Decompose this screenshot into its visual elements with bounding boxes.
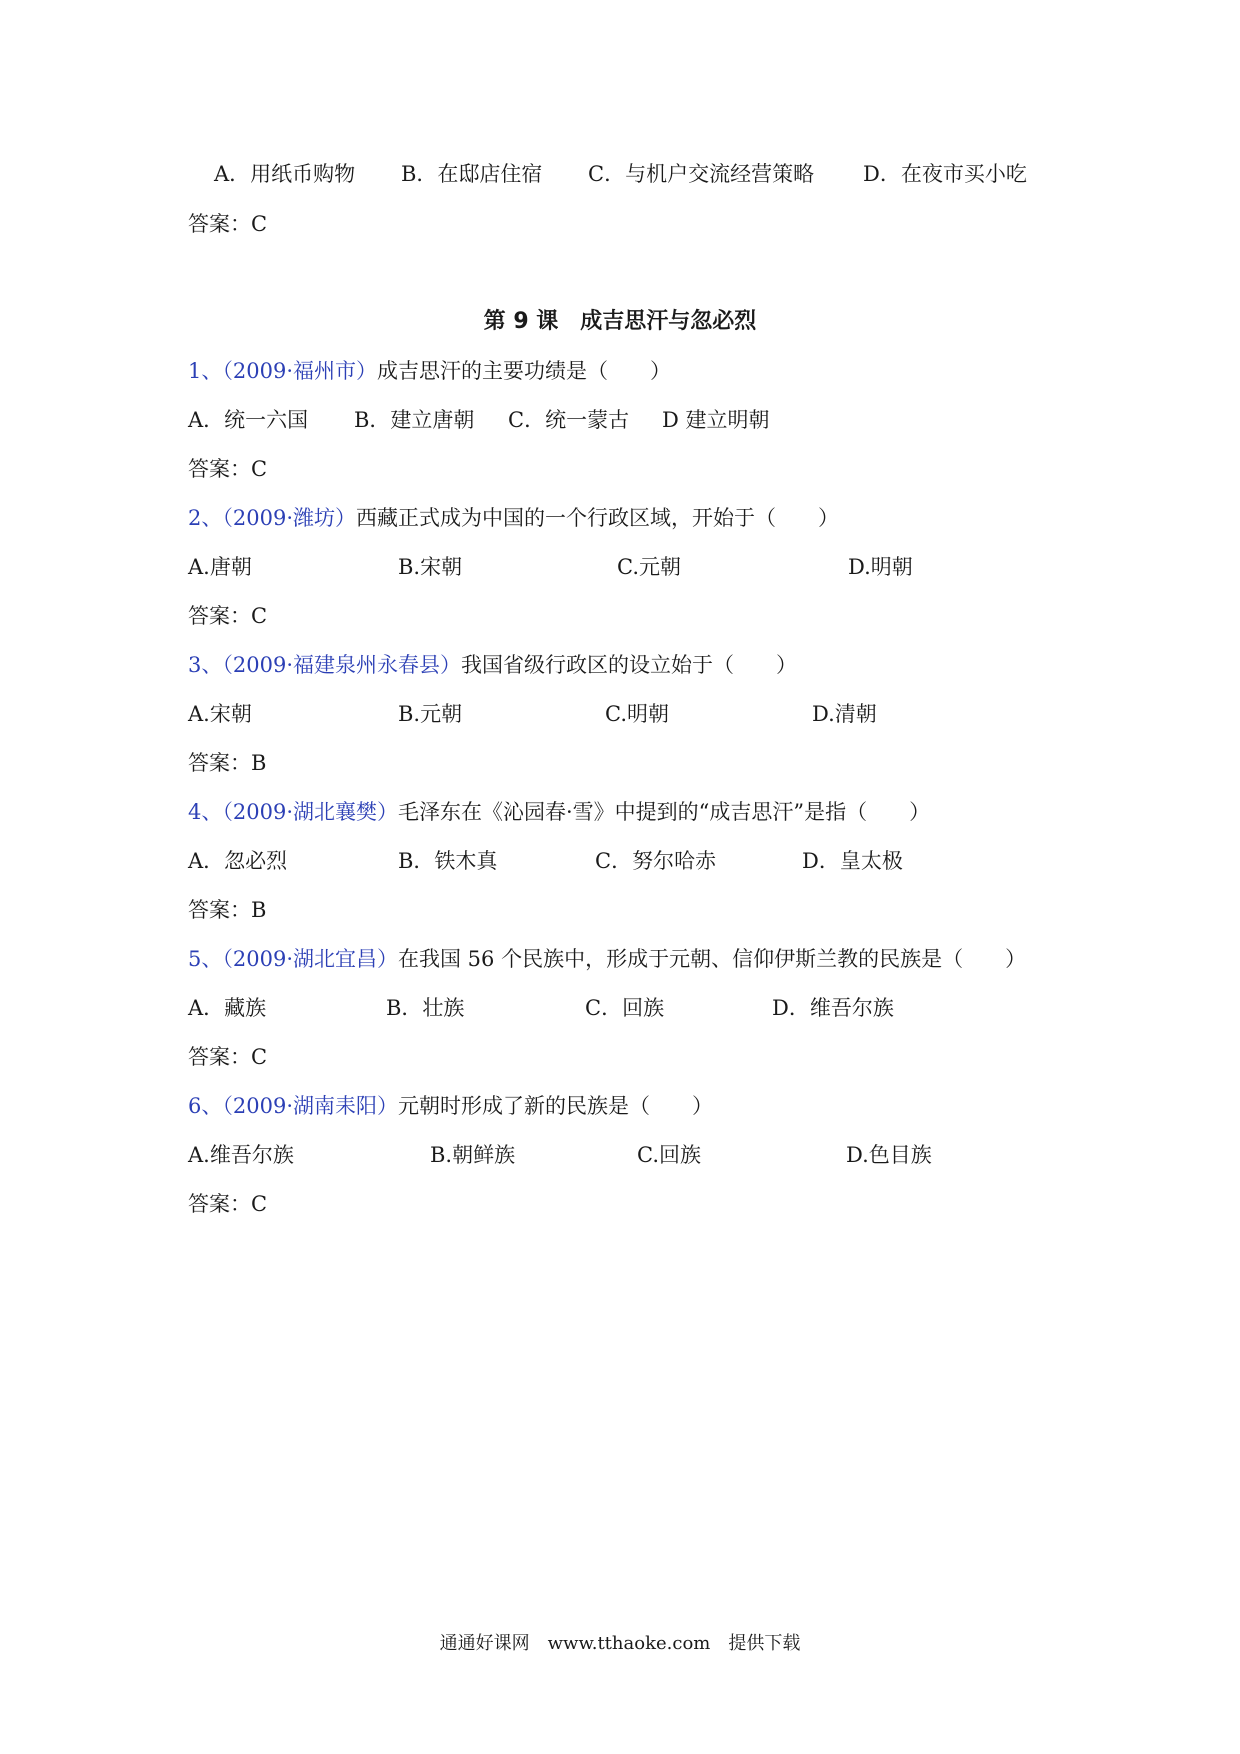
- option-d: D．皇太极: [802, 849, 903, 873]
- option-c: C．努尔哈赤: [595, 849, 717, 873]
- question-4-answer: 答案：B: [188, 898, 267, 922]
- question-text: 在我国 56 个民族中，形成于元朝、信仰伊斯兰教的民族是（ ）: [398, 947, 1027, 971]
- question-2: [188, 504, 839, 532]
- option-b: B．在邸店住宿: [401, 162, 543, 186]
- question-number: 1、: [188, 359, 223, 383]
- option-a: A．忽必烈: [188, 849, 288, 873]
- question-6: [188, 1092, 713, 1120]
- option-c: C．统一蒙古: [508, 408, 630, 432]
- option-d: D 建立明朝: [662, 408, 770, 432]
- question-text: 西藏正式成为中国的一个行政区域，开始于（ ）: [356, 506, 839, 530]
- option-b: B.朝鲜族: [430, 1143, 516, 1167]
- prev-question-answer: 答案：C: [188, 212, 268, 236]
- option-a: A．藏族: [188, 996, 267, 1020]
- question-3-answer: 答案：B: [188, 751, 267, 775]
- question-4: [188, 798, 930, 826]
- option-a: A.维吾尔族: [188, 1143, 294, 1167]
- option-d: D．维吾尔族: [772, 996, 894, 1020]
- question-source: （2009·湖南耒阳）: [222, 1094, 398, 1118]
- question-text: 我国省级行政区的设立始于（ ）: [461, 653, 797, 677]
- question-6-answer: 答案：C: [188, 1192, 268, 1216]
- question-number: 4、: [188, 800, 223, 824]
- option-d: D．在夜市买小吃: [863, 162, 1027, 186]
- option-d: D.清朝: [812, 702, 877, 726]
- question-5: [188, 945, 1026, 973]
- option-d: D.色目族: [846, 1143, 932, 1167]
- question-3: [188, 651, 797, 679]
- question-number: 3、: [188, 653, 223, 677]
- lesson-title: 第 9 课 成吉思汗与忽必烈: [483, 309, 757, 334]
- question-1-answer: 答案：C: [188, 457, 268, 481]
- option-b: B．壮族: [386, 996, 465, 1020]
- option-a: A．统一六国: [188, 408, 309, 432]
- question-source: （2009·潍坊）: [222, 506, 356, 530]
- question-source: （2009·福州市）: [222, 359, 377, 383]
- option-c: C.回族: [637, 1143, 701, 1167]
- question-5-answer: 答案：C: [188, 1045, 268, 1069]
- option-d: D.明朝: [848, 555, 913, 579]
- option-b: B.元朝: [398, 702, 463, 726]
- option-c: C．与机户交流经营策略: [588, 162, 815, 186]
- option-b: B.宋朝: [398, 555, 463, 579]
- question-source: （2009·湖北襄樊）: [222, 800, 398, 824]
- page-footer: 通通好课网 www.tthaoke.com 提供下载: [439, 1633, 801, 1654]
- option-c: C.元朝: [617, 555, 681, 579]
- question-text: 元朝时形成了新的民族是（ ）: [398, 1094, 713, 1118]
- question-number: 2、: [188, 506, 223, 530]
- question-text: 成吉思汗的主要功绩是（ ）: [377, 359, 671, 383]
- option-c: C.明朝: [605, 702, 669, 726]
- question-number: 5、: [188, 947, 223, 971]
- option-c: C．回族: [585, 996, 665, 1020]
- option-a: A.宋朝: [188, 702, 252, 726]
- option-b: B．建立唐朝: [354, 408, 475, 432]
- question-source: （2009·湖北宜昌）: [222, 947, 398, 971]
- question-number: 6、: [188, 1094, 223, 1118]
- question-1: [188, 357, 671, 385]
- question-source: （2009·福建泉州永春县）: [222, 653, 461, 677]
- option-b: B．铁木真: [398, 849, 498, 873]
- option-a: A．用纸币购物: [214, 162, 356, 186]
- question-2-answer: 答案：C: [188, 604, 268, 628]
- option-a: A.唐朝: [188, 555, 252, 579]
- question-text: 毛泽东在《沁园春·雪》中提到的“成吉思汗”是指（ ）: [398, 800, 931, 824]
